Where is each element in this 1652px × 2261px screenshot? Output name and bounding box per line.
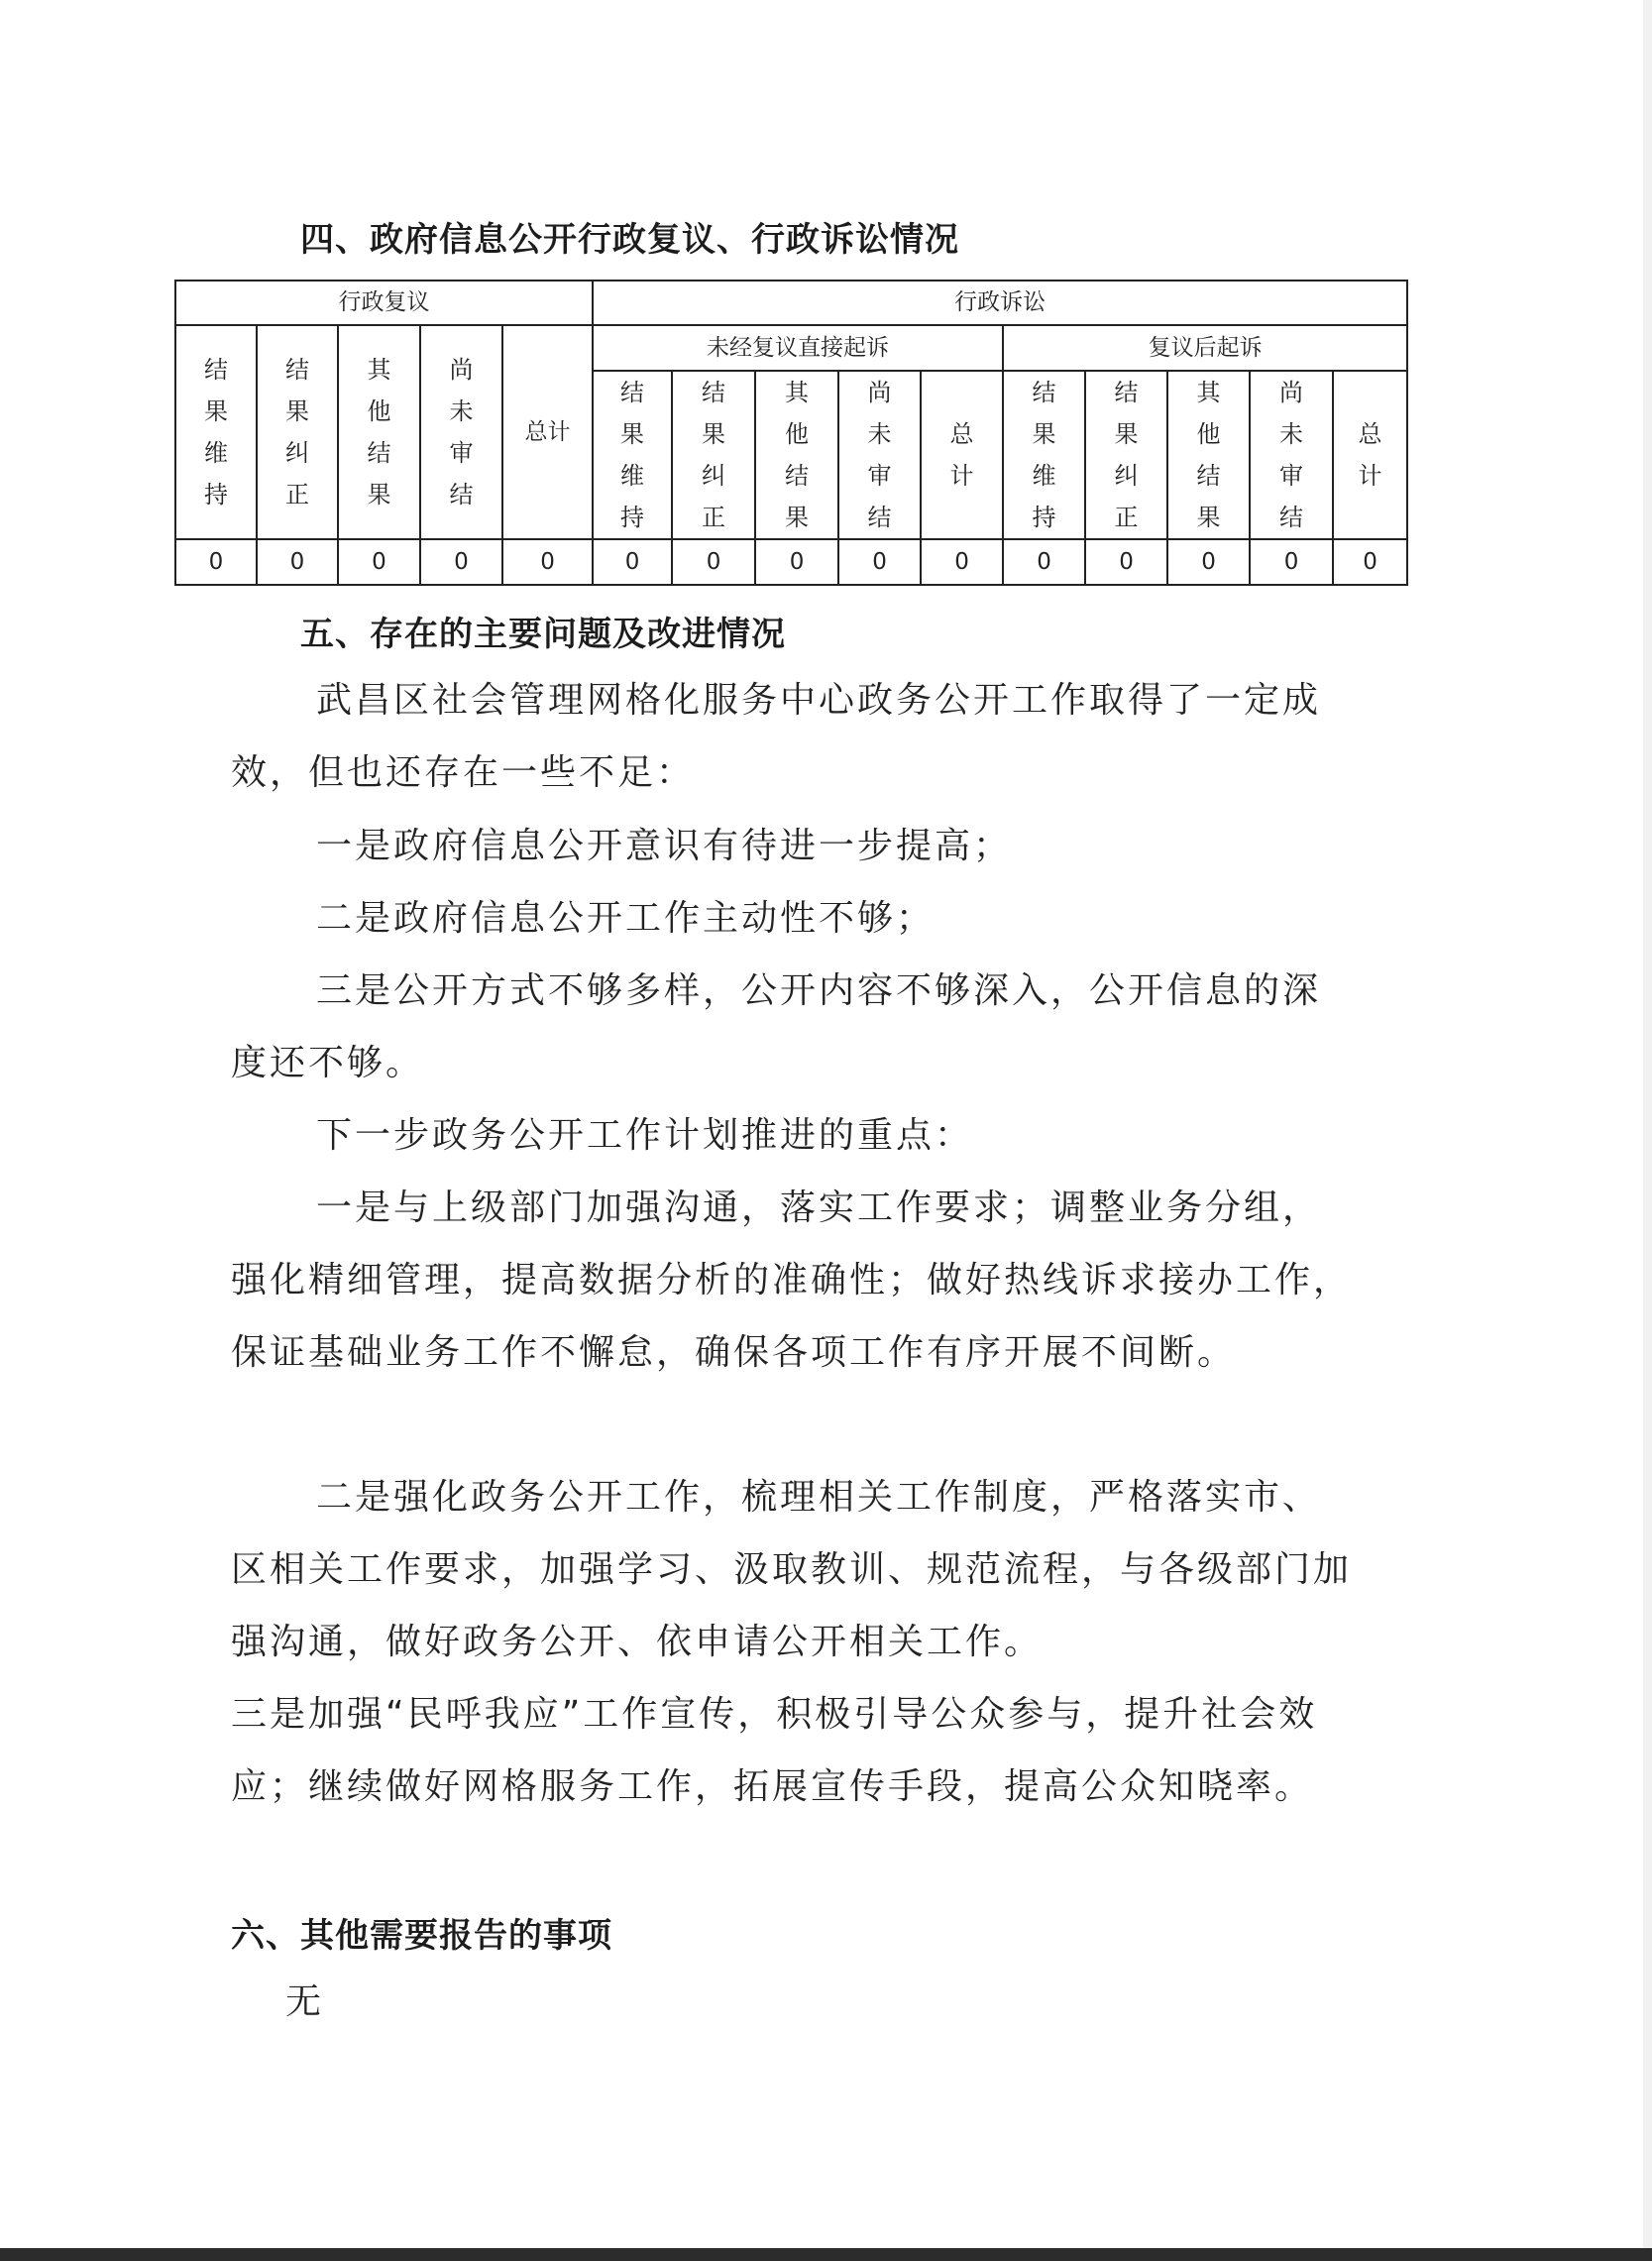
table-row [175, 539, 1407, 585]
col-after-total: 总计 [1333, 371, 1407, 539]
table-cell: 0 [257, 539, 338, 585]
table-cell: 0 [593, 539, 672, 585]
col-after-pending: 尚未审结 [1250, 371, 1333, 539]
table-cell: 0 [921, 539, 1003, 585]
table-cell: 0 [1250, 539, 1333, 585]
section-6-content: 无 [285, 1981, 325, 2022]
review-litigation-table [174, 280, 1408, 586]
col-after-maintained: 结果维持 [1003, 371, 1085, 539]
scan-edge [0, 2248, 1652, 2261]
col-direct-other: 其他结果 [755, 371, 838, 539]
section-6-heading: 六、其他需要报告的事项 [231, 1916, 612, 1956]
paragraph: 一是政府信息公开意识有待进一步提高； [316, 826, 1013, 866]
paragraph: 二是强化政务公开工作，梳理相关工作制度，严格落实市、区相关工作要求，加强学习、汲取教训、规范流程，与各级部门加强沟通，做好政务公开、依申请公开相关工作。 [231, 1477, 1353, 1662]
table-cell: 0 [672, 539, 755, 585]
paragraph: 一是与上级部门加强沟通，落实工作要求；调整业务分组，强化精细管理，提高数据分析的准确性；做好热线诉求接办工作，保证基础业务工作不懈怠，确保各项工作有序开展不间断。 [231, 1187, 1353, 1373]
header-administrative-review: 行政复议 [175, 281, 593, 325]
table-cell: 0 [175, 539, 257, 585]
col-review-pending: 尚未审结 [420, 325, 502, 539]
table-cell: 0 [502, 539, 593, 585]
section-4-heading: 四、政府信息公开行政复议、行政诉讼情况 [300, 220, 959, 260]
col-direct-pending: 尚未审结 [838, 371, 921, 539]
paragraph: 三是加强“民呼我应”工作宣传，积极引导公众参与，提升社会效应；继续做好网格服务工作，拓展宣传手段，提高公众知晓率。 [231, 1694, 1318, 1807]
col-after-corrected: 结果纠正 [1085, 371, 1167, 539]
table-cell: 0 [1333, 539, 1407, 585]
col-direct-total: 总计 [921, 371, 1003, 539]
paragraph: 下一步政务公开工作计划推进的重点： [316, 1115, 974, 1156]
header-litigation-after-review: 复议后起诉 [1003, 325, 1407, 371]
scan-edge [1643, 0, 1652, 2261]
paragraph: 武昌区社会管理网格化服务中心政务公开工作取得了一定成效，但也还存在一些不足： [231, 680, 1322, 793]
paragraph: 三是公开方式不够多样，公开内容不够深入，公开信息的深度还不够。 [231, 970, 1322, 1083]
table-cell: 0 [838, 539, 921, 585]
table-cell: 0 [1085, 539, 1167, 585]
table-cell: 0 [1167, 539, 1250, 585]
col-direct-corrected: 结果纠正 [672, 371, 755, 539]
col-review-total: 总计 [502, 325, 593, 539]
col-review-corrected: 结果纠正 [257, 325, 338, 539]
table-cell: 0 [1003, 539, 1085, 585]
section-5-heading: 五、存在的主要问题及改进情况 [300, 615, 786, 654]
col-after-other: 其他结果 [1167, 371, 1250, 539]
col-review-maintained: 结果维持 [175, 325, 257, 539]
header-administrative-litigation: 行政诉讼 [593, 281, 1407, 325]
col-review-other: 其他结果 [338, 325, 420, 539]
table-cell: 0 [420, 539, 502, 585]
table-cell: 0 [338, 539, 420, 585]
table-cell: 0 [755, 539, 838, 585]
header-direct-litigation: 未经复议直接起诉 [593, 325, 1003, 371]
col-direct-maintained: 结果维持 [593, 371, 672, 539]
paragraph: 二是政府信息公开工作主动性不够； [316, 898, 936, 939]
